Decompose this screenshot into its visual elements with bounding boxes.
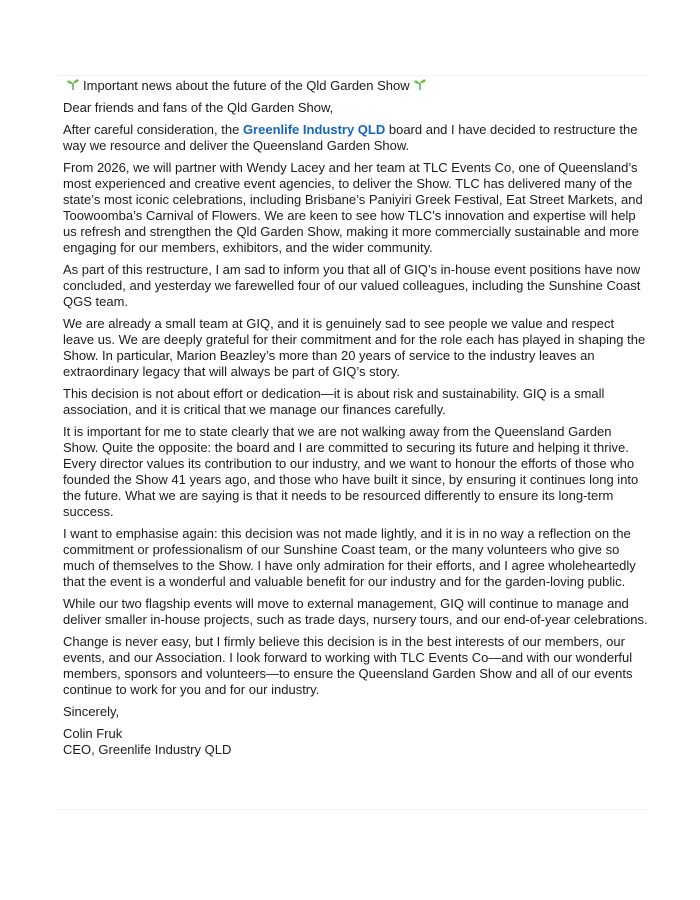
paragraph-team: We are already a small team at GIQ, and it is genuinely sad to see people we value and respect leave us. We are deeply grateful for their commitment and for the role each has played in shaping the Show. In particular, Marion Beazley’s more than 20 years of service to the industry leaves an extraordinary legacy that will always be part of GIQ’s story.	[63, 316, 646, 379]
greenlife-industry-link[interactable]: Greenlife Industry QLD	[242, 122, 386, 137]
sprout-icon	[66, 78, 80, 94]
bottom-divider	[58, 809, 648, 810]
signature-title: CEO, Greenlife Industry QLD	[63, 742, 232, 757]
sprout-icon	[413, 78, 427, 94]
title-text: Important news about the future of the Qld Garden Show	[83, 78, 410, 93]
paragraph-emphasis: I want to emphasise again: this decision was not made lightly, and it is in no way a reflection on the commitment or professionalism of our Sunshine Coast team, or the many volunteers who give so much of themselves to the Show. I have only admiration for their efforts, and I agree wholeheartedly that the event is a wonderful and valuable benefit for our industry and for the garden-loving public.	[63, 526, 636, 589]
signature-name: Colin Fruk	[63, 726, 123, 741]
intro-text-cont: board and I have decided to restructure the way we resource and deliver the Queensland Garden Show.	[63, 122, 638, 153]
paragraph-commitment: It is important for me to state clearly that we are not walking away from the Queensland Garden Show. Quite the opposite: the board and I are committed to securing its future and helping it thrive. Every director values its contribution to our industry, and we want to honour the efforts of those who founded the Show 41 years ago, and those who have built it since, by ensuring it continues long into the future. What we are saying is that it needs to be resourced differently to ensure its long-term success.	[63, 424, 639, 519]
signature	[63, 726, 648, 758]
newsletter-body	[63, 76, 648, 758]
newsletter-title	[63, 78, 648, 94]
closing: Sincerely,	[63, 704, 120, 719]
paragraph-change: Change is never easy, but I firmly believe this decision is in the best interests of our members, our events, and our Association. I look forward to working with TLC Events Co—and with our wonderful members, sponsors and volunteers—to ensure the Queensland Garden Show and all of our events continue to work for you and for our industry.	[63, 634, 633, 697]
greeting: Dear friends and fans of the Qld Garden Show,	[63, 100, 334, 115]
paragraph-sustainability: This decision is not about effort or dedication—it is about risk and sustainability. GIQ is a small association, and it is critical that we manage our finances carefully.	[63, 386, 605, 417]
paragraph-partnership: From 2026, we will partner with Wendy Lacey and her team at TLC Events Co, one of Queensland’s most experienced and creative event agencies, to deliver the Show. TLC has delivered many of the state’s most iconic celebrations, including Brisbane’s Paniyiri Greek Festival, Eat Street Markets, and Toowoomba’s Carnival of Flowers. We are keen to see how TLC's innovation and expertise will help us refresh and strengthen the Qld Garden Show, making it more commercially sustainable and more engaging for our members, exhibitors, and the wider community.	[63, 160, 643, 255]
paragraph-restructure: As part of this restructure, I am sad to inform you that all of GIQ’s in-house event positions have now concluded, and yesterday we farewelled four of our valued colleagues, including the Sunshine Coast QGS team.	[63, 262, 641, 309]
paragraph-intro	[63, 122, 648, 154]
paragraph-inhouse: While our two flagship events will move to external management, GIQ will continue to manage and deliver smaller in-house projects, such as trade days, nursery tours, and our end-of-year celebrations.	[63, 596, 648, 627]
intro-text: After careful consideration, the	[63, 122, 243, 137]
